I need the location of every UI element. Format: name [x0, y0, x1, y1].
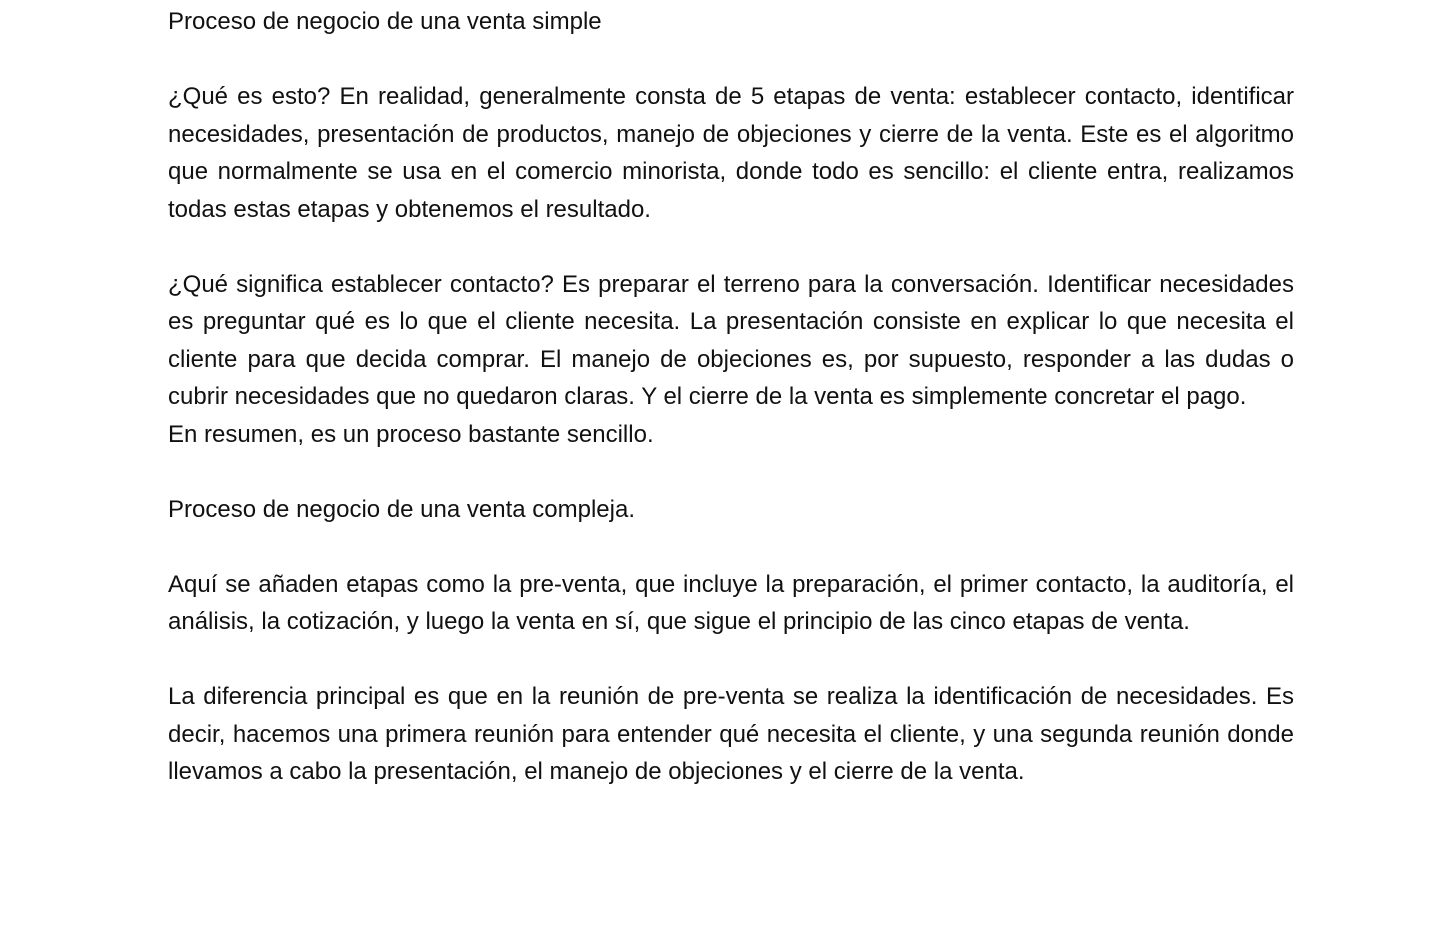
paragraph-gap	[168, 641, 1294, 679]
paragraph-gap	[168, 41, 1294, 79]
document-page	[168, 3, 1294, 791]
paragraph-gap	[168, 228, 1294, 266]
paragraph-gap	[168, 453, 1294, 491]
heading-complex-sale: Proceso de negocio de una venta compleja.	[168, 495, 635, 523]
paragraph-difference: La diferencia principal es que en la reunión de pre-venta se realiza la identificación de necesidades. Es decir, hacemos una primera reunión para entender qué necesita el cliente, y una segunda reunión donde llevamos a cabo la presentación, el manejo de objeciones y el cierre de la venta.	[168, 683, 1294, 785]
heading-simple-sale: Proceso de negocio de una venta simple	[168, 8, 602, 35]
paragraph-simple-stages: ¿Qué es esto? En realidad, generalmente consta de 5 etapas de venta: establecer contacto, identificar necesidades, presentación de productos, manejo de objeciones y cierre de la venta. Este es el algoritmo que normalmente se usa en el comercio minorista, donde todo es sencillo: el cliente entra, realizamos todas estas etapas y obtenemos el resultado.	[168, 83, 1294, 223]
paragraph-gap	[168, 528, 1294, 566]
paragraph-summary: En resumen, es un proceso bastante sencillo.	[168, 420, 654, 448]
paragraph-contact-definition: ¿Qué significa establecer contacto? Es preparar el terreno para la conversación. Identificar necesidades es preguntar qué es lo que el cliente necesita. La presentación consiste en explicar lo que necesita el cliente para que decida comprar. El manejo de objeciones es, por supuesto, responder a las dudas o cubrir necesidades que no quedaron claras. Y el cierre de la venta es simplemente concretar el pago.	[168, 270, 1294, 410]
paragraph-complex-stages: Aquí se añaden etapas como la pre-venta, que incluye la preparación, el primer contacto, la auditoría, el análisis, la cotización, y luego la venta en sí, que sigue el principio de las cinco etapas de venta.	[168, 570, 1294, 635]
